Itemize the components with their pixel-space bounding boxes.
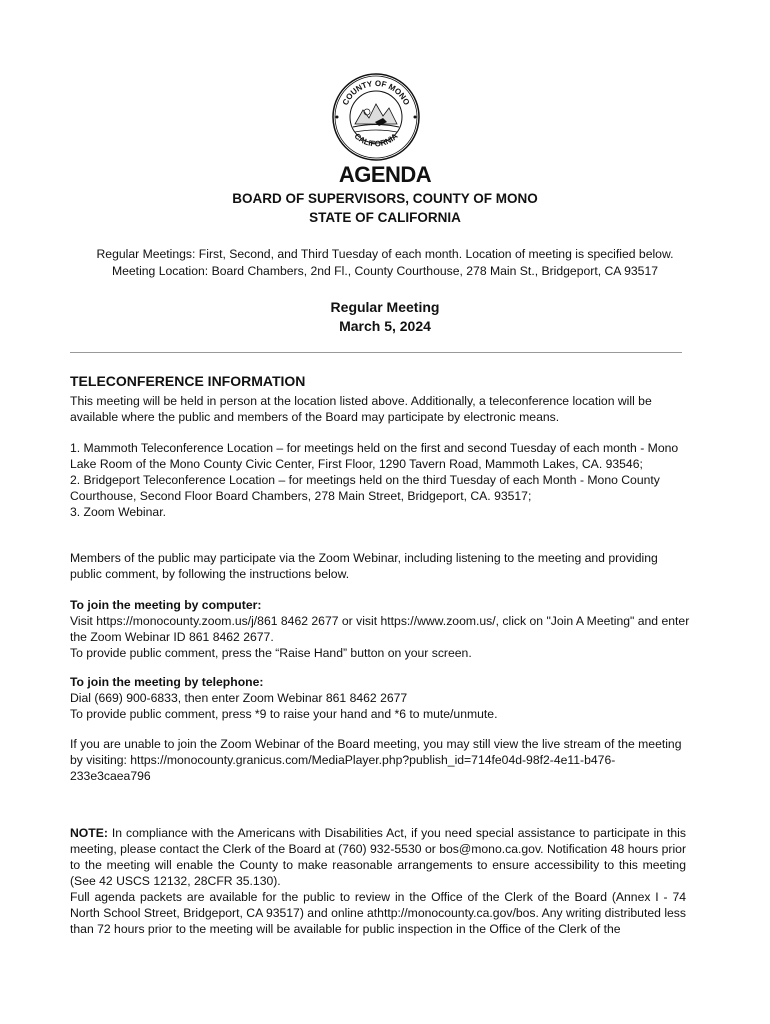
telephone-heading: To join the meeting by telephone: <box>70 675 264 689</box>
board-name: BOARD OF SUPERVISORS, COUNTY OF MONO <box>232 191 538 206</box>
county-seal-logo <box>331 72 421 162</box>
teleconference-heading: TELECONFERENCE INFORMATION <box>70 373 306 389</box>
agenda-title: AGENDA <box>338 162 432 187</box>
intro-paragraph: This meeting will be held in person at the location listed above. Additionally, a teleconference location will be available where the public and members of the Board may participate by electronic means. <box>70 394 652 424</box>
live-stream-text: If you are unable to join the Zoom Webinar of the Board meeting, you may still view the live stream of the meeting by visiting: https://monocounty.granicus.com/MediaPlayer.php?publish_id=714fe04d-98f2-4e11-b476-233e3caea796 <box>70 737 682 783</box>
live-stream-section <box>70 736 690 784</box>
svg-text:CALIFORNIA <box>352 131 399 148</box>
note-text: In compliance with the Americans with Disabilities Act, if you need special assistance to participate in this meeting, please contact the Clerk of the Board at (760) 932-5530 or bos@mono.ca.gov. Notification 48 hours prior to the meeting will enable the County to make reasonable arrangements to ensure accessibility to this meeting (See 42 USCS 12132, 28CFR 35.130). <box>70 826 686 888</box>
seal-bottom-text: CALIFORNIA <box>352 131 400 149</box>
members-paragraph <box>70 550 690 582</box>
meeting-location-text: Meeting Location: Board Chambers, 2nd Fl., County Courthouse, 278 Main St., Bridgeport, CA 93517 <box>111 264 659 278</box>
regular-meetings-text: Regular Meetings: First, Second, and Third Tuesday of each month. Location of meeting is specified below. <box>96 247 674 261</box>
teleconference-locations <box>70 440 690 520</box>
computer-instructions: Visit https://monocounty.zoom.us/j/861 8462 2677 or visit https://www.zoom.us/, click on "Join A Meeting" and enter the Zoom Webinar ID 861 8462 2677. <box>70 614 690 644</box>
teleconference-intro <box>70 393 690 425</box>
meeting-type: Regular Meeting <box>330 299 440 315</box>
meeting-date: March 5, 2024 <box>339 318 431 334</box>
divider <box>70 352 682 353</box>
join-computer-section <box>70 597 690 661</box>
location-3: 3. Zoom Webinar. <box>70 505 166 519</box>
computer-comment-instructions: To provide public comment, press the “Raise Hand” button on your screen. <box>70 646 472 660</box>
state-name: STATE OF CALIFORNIA <box>309 210 461 225</box>
ada-note-section <box>70 825 686 937</box>
location-2: 2. Bridgeport Teleconference Location – for meetings held on the third Tuesday of each Month - Mono County Courthouse, Second Floor Board Chambers, 278 Main Street, Bridgeport, CA. 93517; <box>70 473 660 503</box>
note-label: NOTE: <box>70 826 108 840</box>
location-1: 1. Mammoth Teleconference Location – for meetings held on the first and second Tuesday of each month - Mono Lake Room of the Mono County Civic Center, First Floor, 1290 Tavern Road, Mammoth Lakes, CA. 93546; <box>70 441 679 471</box>
ada-note <box>70 825 686 889</box>
join-telephone-section <box>70 674 690 722</box>
computer-heading: To join the meeting by computer: <box>70 598 262 612</box>
seal-top-text: COUNTY OF MONO <box>340 78 412 107</box>
svg-text:COUNTY OF MONO <box>341 79 412 107</box>
members-text: Members of the public may participate via the Zoom Webinar, including listening to the meeting and providing public comment, by following the instructions below. <box>70 551 658 581</box>
telephone-comment-instructions: To provide public comment, press *9 to raise your hand and *6 to mute/unmute. <box>70 707 498 721</box>
telephone-dial-instructions: Dial (669) 900-6833, then enter Zoom Webinar 861 8462 2677 <box>70 691 408 705</box>
agenda-packets-note: Full agenda packets are available for the public to review in the Office of the Clerk of the Board (Annex I - 74 North School Street, Bridgeport, CA 93517) and online athttp://monocounty.ca.gov/bos. Any writing distributed less than 72 hours prior to the meeting will be available for public inspection in the Office of the Clerk of the <box>70 890 686 936</box>
